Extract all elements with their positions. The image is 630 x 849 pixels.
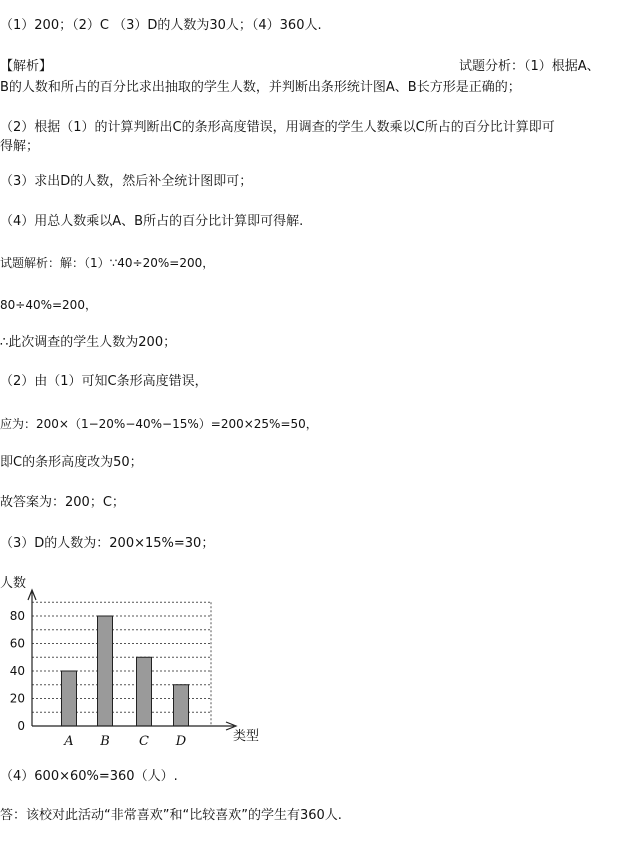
y-tick-label: 0 [17, 719, 25, 733]
analysis-step-4: （4）用总人数乘以A、B所占的百分比计算即可得解. [0, 214, 304, 229]
bar-A [62, 671, 77, 726]
y-tick-label: 20 [9, 691, 25, 706]
solution-step-2: 80÷40%=200， [0, 298, 97, 312]
x-axis-title: 类型 [233, 729, 260, 744]
solution-step-7: 故答案为：200；C； [0, 495, 125, 510]
solution-step-6: 即C的条形高度改为50； [0, 455, 143, 470]
solution-step-3: ∴此次调查的学生人数为200； [0, 335, 177, 350]
y-tick-label: 40 [9, 664, 25, 678]
bar-D [174, 685, 189, 726]
x-tick-label: B [100, 734, 110, 749]
bar-B [98, 616, 113, 726]
x-tick-label: A [64, 734, 74, 749]
analysis-step-3: （3）求出D的人数，然后补全统计图即可； [0, 174, 253, 189]
y-tick-label: 80 [9, 609, 25, 623]
answer-summary: （1）200；（2）C （3）D的人数为30人；（4）360人. [0, 18, 322, 33]
solution-step-8: （3）D的人数为：200×15%=30； [0, 536, 215, 551]
solution-step-1: 试题解析：解：（1）∵40÷20%=200， [0, 256, 215, 270]
solution-step-9: （4）600×60%=360（人）. [0, 769, 178, 784]
analysis-step-2-cont: 得解； [0, 139, 40, 154]
solution-step-4: （2）由（1）可知C条形高度错误， [0, 374, 208, 389]
final-answer: 答：该校对此活动“非常喜欢”和“比较喜欢”的学生有360人. [0, 808, 342, 823]
x-tick-label: C [139, 734, 149, 749]
y-axis-title: 人数 [0, 576, 27, 591]
analysis-step-1: B的人数和所占的百分比求出抽取的学生人数，并判断出条形统计图A、B长方形是正确的； [0, 80, 521, 95]
analysis-step-2: （2）根据（1）的计算判断出C的条形高度错误，用调查的学生人数乘以C所占的百分比计算即可 [0, 120, 555, 135]
bar-C [137, 657, 152, 726]
x-tick-label: D [175, 734, 187, 749]
solution-step-5: 应为：200×（1−20%−40%−15%）=200×25%=50， [0, 417, 318, 431]
analysis-intro: 试题分析：（1）根据A、 [459, 59, 600, 74]
bar-chart [0, 570, 290, 750]
analysis-heading: 【解析】 [0, 59, 53, 74]
y-tick-label: 60 [9, 636, 25, 651]
